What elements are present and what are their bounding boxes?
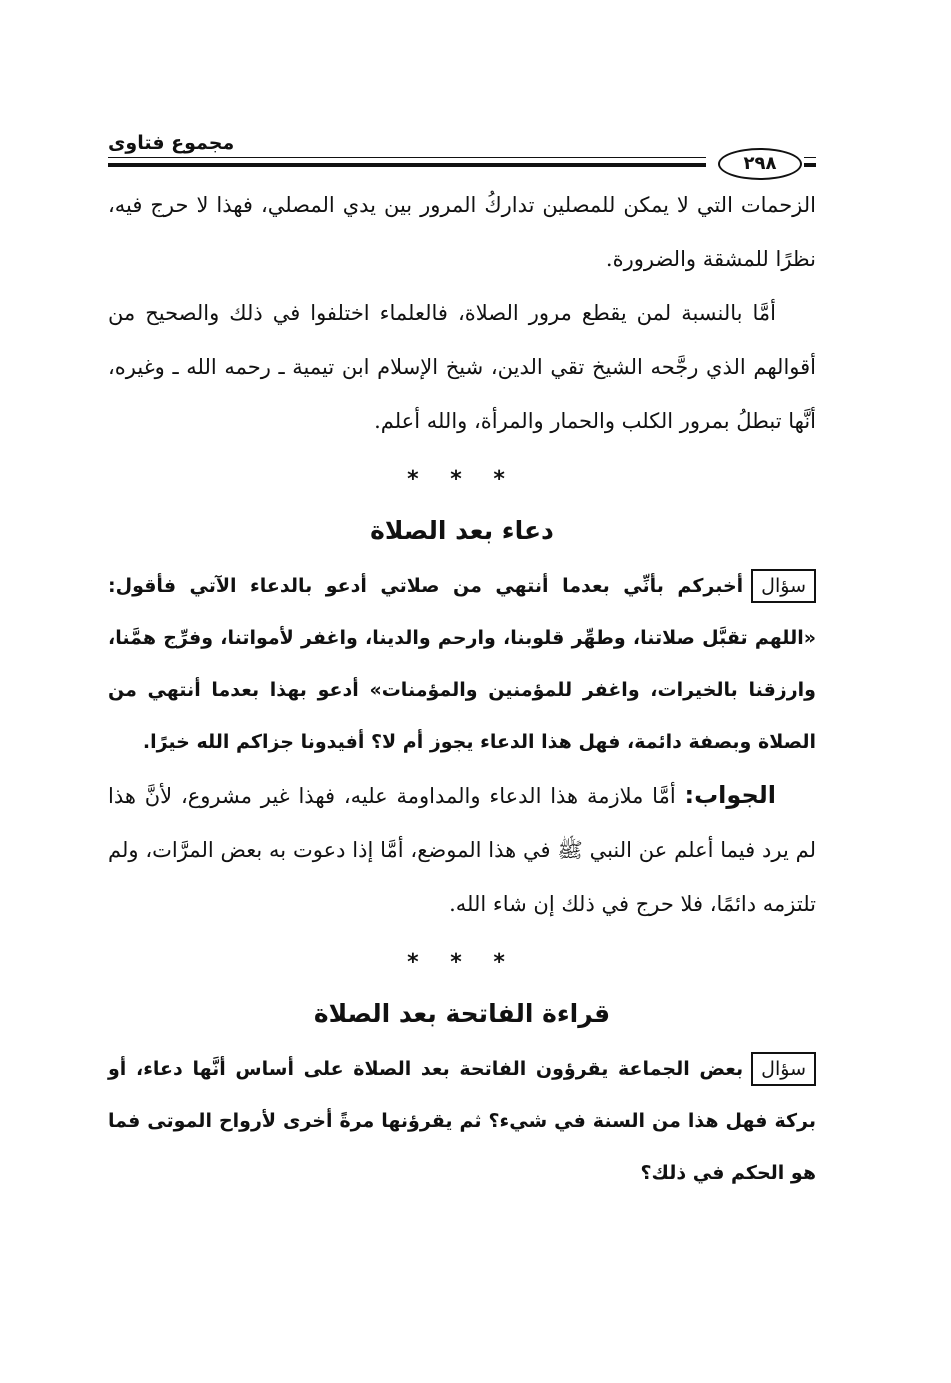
section-separator-2: * * *: [407, 950, 517, 975]
header-rule-thin: [108, 157, 706, 158]
question-text: أخبركم بأنِّي بعدما أنتهي من صلاتي أدعو بالدعاء الآتي فأقول: «اللهم تقبَّل صلاتنا، وطهِّر قلوبنا، وارحم والدينا، واغفر لأمواتنا، وفرِّج همَّنا، وارزقنا بالخيرات، واغفر للمؤمنين والمؤمنات» أدعو بهذا بعدما أنتهي من الصلاة وبصفة دائمة، فهل هذا الدعاء يجوز أم لا؟ أفيدونا جزاكم الله خيرًا.: [108, 575, 816, 753]
answer-block-1: [108, 768, 816, 931]
page-header: [108, 130, 816, 178]
question-block-2: [108, 1043, 816, 1199]
intro-paragraph-2: أمَّا بالنسبة لمن يقطع مرور الصلاة، فالعلماء اختلفوا في ذلك والصحيح من أقوالهم الذي رجَّحه الشيخ تقي الدين، شيخ الإسلام ابن تيمية ـ رحمه الله ـ وغيره، أنَّها تبطلُ بمرور الكلب والحمار والمرأة، والله أعلم.: [108, 301, 816, 433]
header-rule-thick-right: [804, 163, 816, 167]
question-label-2: سؤال: [751, 1052, 816, 1086]
header-rule-thin-right: [804, 157, 816, 158]
question-block-1: [108, 560, 816, 768]
header-rule-thick: [108, 163, 706, 167]
answer-label: الجواب:: [684, 781, 776, 809]
answer-text: أمَّا ملازمة هذا الدعاء والمداومة عليه، فهذا غير مشروع، لأنَّ هذا لم يرد فيما أعلم عن النبي ﷺ في هذا الموضع، أمَّا إذا دعوت به بعض المرَّات، ولم تلتزمه دائمًا، فلا حرج في ذلك إن شاء الله.: [108, 784, 816, 916]
section-title-dua: دعاء بعد الصلاة: [370, 516, 554, 545]
book-title: مجموع فتاوى: [108, 132, 235, 154]
intro-paragraph-1: الزحمات التي لا يمكن للمصلين تداركُ المرور بين يدي المصلي، فهذا لا حرج فيه، نظرًا للمشقة والضرورة.: [108, 193, 816, 271]
section-title-fatiha: قراءة الفاتحة بعد الصلاة: [313, 999, 611, 1028]
page-content: [108, 130, 816, 1199]
question-label: سؤال: [751, 569, 816, 603]
page-number: ٢٩٨: [718, 148, 802, 180]
section-separator: * * *: [407, 467, 517, 492]
question-text-2: بعض الجماعة يقرؤون الفاتحة بعد الصلاة على أساس أنَّها دعاء، أو بركة فهل هذا من السنة في شيء؟ ثم يقرؤنها مرةً أخرى لأرواح الموتى فما هو الحكم في ذلك؟: [108, 1058, 816, 1184]
